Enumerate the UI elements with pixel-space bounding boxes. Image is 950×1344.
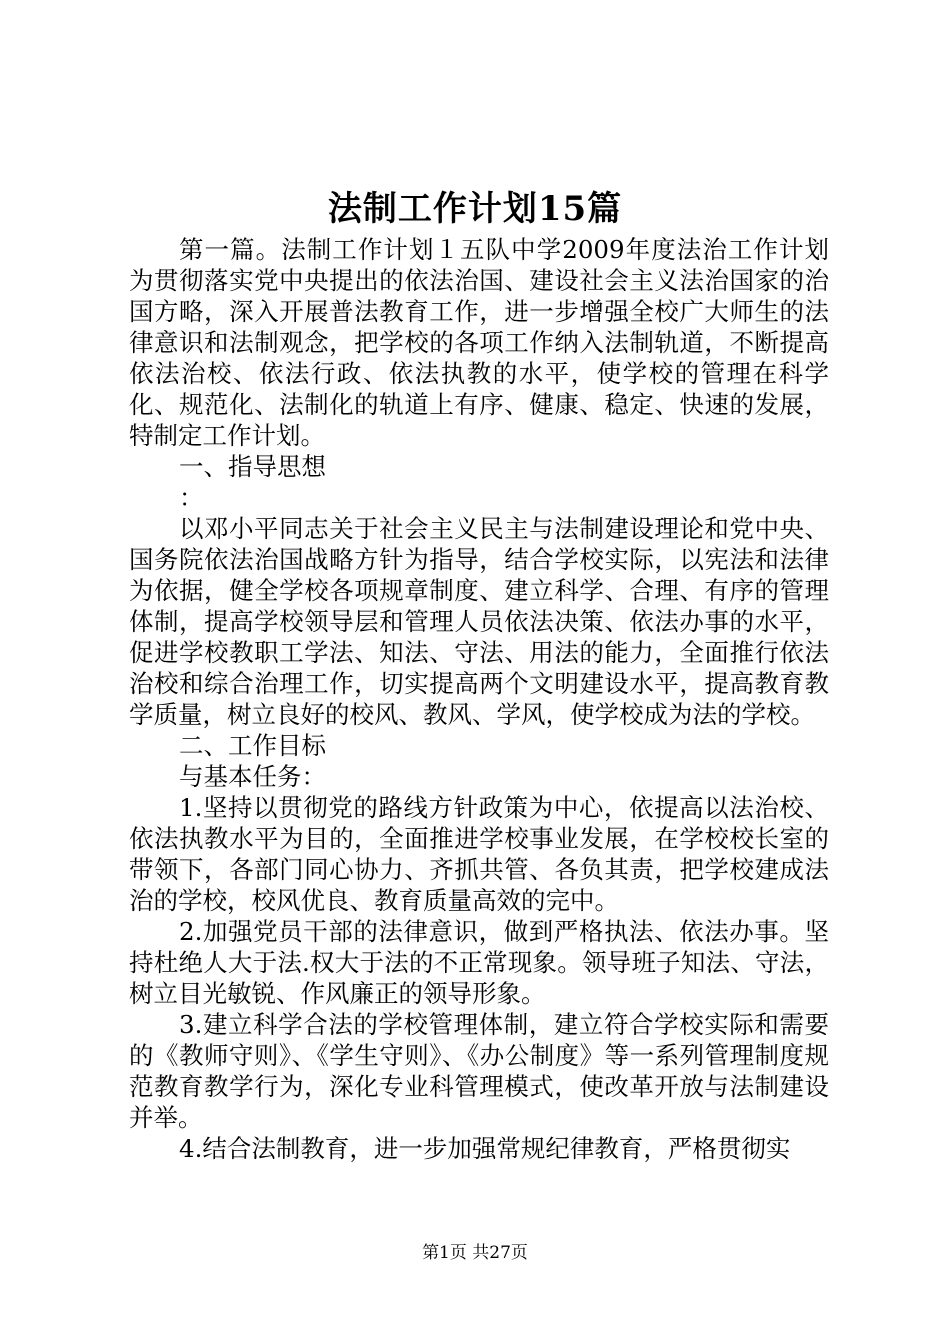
list-item-1: 1.坚持以贯彻党的路线方针政策为中心，依提高以法治校、依法执教水平为目的，全面推进学校事业发展，在学校校长室的带领下，各部门同心协力、齐抓共管、各负其责，把学校建成法治的学校，校风优良、教育质量高效的完中。 [129,793,829,915]
heading-work-goals: 二、工作目标 [179,731,326,760]
heading-basic-tasks: 与基本任务： [179,762,326,791]
document-title: 法制工作计划15篇 [327,189,623,229]
heading-guiding-ideology: 一、指导思想 [179,452,326,481]
document-body [129,234,829,1164]
colon-line: ： [179,483,204,512]
paragraph-guiding-ideology: 以邓小平同志关于社会主义民主与法制建设理论和党中央、国务院依法治国战略方针为指导，结合学校实际，以宪法和法律为依据，健全学校各项规章制度、建立科学、合理、有序的管理体制，提高学校领导层和管理人员依法决策、依法办事的水平，促进学校教职工学法、知法、守法、用法的能力，全面推行依法治校和综合治理工作，切实提高两个文明建设水平，提高教育教学质量，树立良好的校风、教风、学风，使学校成为法的学校。 [129,514,829,729]
page-footer: 第1页 共27页 [422,1243,528,1263]
list-item-2: 2.加强党员干部的法律意识，做到严格执法、依法办事。坚持杜绝人大于法.权大于法的不正常现象。领导班子知法、守法，树立目光敏锐、作风廉正的领导形象。 [129,917,829,1008]
list-item-3: 3.建立科学合法的学校管理体制，建立符合学校实际和需要的《教师守则》、《学生守则》、《办公制度》等一系列管理制度规范教育教学行为，深化专业科管理模式，使改革开放与法制建设并举。 [129,1010,829,1132]
list-item-4: 4.结合法制教育，进一步加强常规纪律教育，严格贯彻实 [179,1134,791,1163]
paragraph-intro: 第一篇。法制工作计划１五队中学2009年度法治工作计划为贯彻落实党中央提出的依法治国、建设社会主义法治国家的治国方略，深入开展普法教育工作，进一步增强全校广大师生的法律意识和法制观念，把学校的各项工作纳入法制轨道，不断提高依法治校、依法行政、依法执教的水平，使学校的管理在科学化、规范化、法制化的轨道上有序、健康、稳定、快速的发展，特制定工作计划。 [129,235,829,450]
